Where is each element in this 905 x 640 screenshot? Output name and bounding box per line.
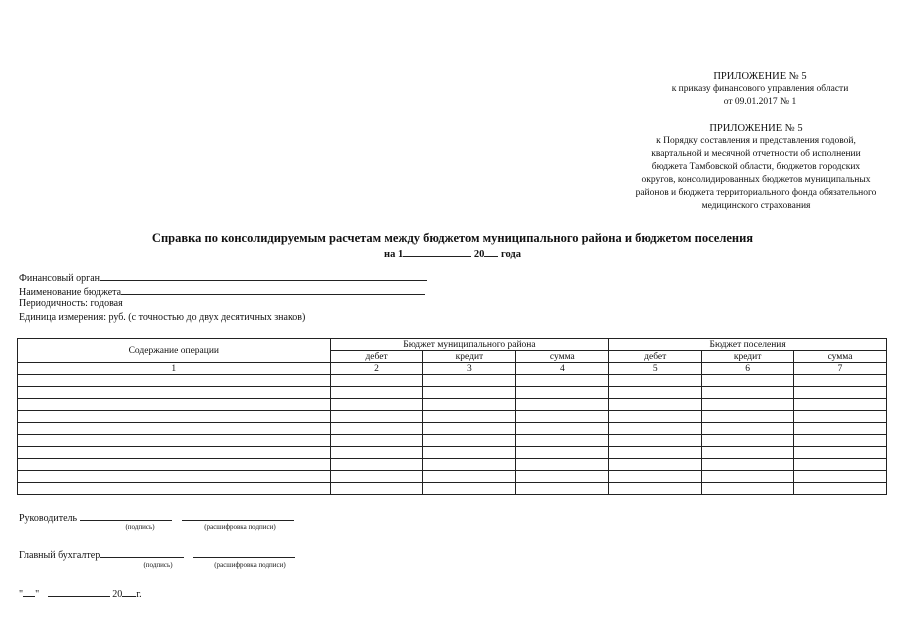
table-cell [516, 375, 609, 387]
table-row [18, 447, 887, 459]
field-label: Наименование бюджета [19, 287, 122, 298]
table-cell [609, 459, 702, 471]
table-cell [516, 447, 609, 459]
table-cell [516, 387, 609, 399]
table-cell [794, 447, 887, 459]
table-cell [702, 483, 794, 495]
subheader-sum: сумма [794, 351, 887, 363]
table-cell [794, 387, 887, 399]
field-blank [121, 284, 425, 295]
appendix-line: от 09.01.2017 № 1 [723, 97, 797, 107]
table-cell [423, 375, 516, 387]
table-cell [423, 483, 516, 495]
table-row [18, 375, 887, 387]
table-cell [702, 435, 794, 447]
date-blank [403, 246, 471, 257]
table-row [18, 471, 887, 483]
field-budget-name [19, 284, 425, 298]
date-suffix: года [500, 249, 521, 260]
signature-caption: (подпись) [125, 523, 155, 531]
table-cell [423, 447, 516, 459]
year-blank [122, 586, 136, 597]
signature-chief-accountant [19, 547, 295, 561]
table-cell [702, 447, 794, 459]
table-cell [794, 423, 887, 435]
appendix-line: медицинского страхования [701, 201, 811, 211]
date-suffix: г. [136, 589, 142, 600]
signature-decode-blank [193, 547, 295, 558]
signature-head [19, 510, 294, 524]
table-cell [609, 387, 702, 399]
signature-label: Руководитель [19, 513, 78, 524]
table-cell [423, 459, 516, 471]
table-cell [609, 483, 702, 495]
table-cell [330, 423, 423, 435]
table-cell [609, 375, 702, 387]
table-cell [18, 447, 331, 459]
appendix-line: бюджета Тамбовской области, бюджетов городских [651, 162, 861, 172]
date-quote-open: " [19, 589, 24, 600]
document-date-line [0, 246, 905, 260]
date-prefix: на 1 [384, 249, 404, 260]
table-cell [18, 435, 331, 447]
field-unit: Единица измерения: руб. (с точностью до двух десятичных знаков) [19, 312, 306, 323]
table-cell [794, 435, 887, 447]
column-number: 2 [330, 363, 423, 375]
table-cell [330, 375, 423, 387]
table-cell [330, 435, 423, 447]
table-cell [516, 411, 609, 423]
operations-table [17, 338, 887, 495]
table-cell [423, 387, 516, 399]
appendix-heading: ПРИЛОЖЕНИЕ № 5 [709, 123, 803, 134]
group-header-settlement: Бюджет поселения [609, 339, 887, 351]
table-cell [18, 459, 331, 471]
signature-blank [80, 510, 172, 521]
column-number: 7 [794, 363, 887, 375]
signature-date [19, 586, 142, 600]
table-row [18, 459, 887, 471]
appendix-line: районов и бюджета территориального фонда обязательного [635, 188, 877, 198]
table-row [18, 435, 887, 447]
table-cell [330, 471, 423, 483]
table-cell [18, 387, 331, 399]
table-cell [516, 423, 609, 435]
date-year: 20 [112, 589, 123, 600]
table-row [18, 483, 887, 495]
table-cell [702, 471, 794, 483]
field-periodicity: Периодичность: годовая [19, 298, 123, 309]
table-body [18, 375, 887, 495]
table-number-row [18, 363, 887, 375]
table-cell [18, 375, 331, 387]
table-cell [702, 411, 794, 423]
table-cell [609, 399, 702, 411]
table-cell [702, 459, 794, 471]
appendix-line: к Порядку составления и представления годовой, [656, 136, 856, 146]
day-blank [23, 586, 35, 597]
table-cell [516, 459, 609, 471]
appendix-heading: ПРИЛОЖЕНИЕ № 5 [713, 71, 807, 82]
appendix-line: округов, консолидированных бюджетов муниципальных [641, 175, 871, 185]
decode-caption: (расшифровка подписи) [204, 523, 276, 531]
table-cell [609, 447, 702, 459]
table-row [18, 399, 887, 411]
appendix-line: квартальной и месячной отчетности об исполнении [651, 149, 861, 159]
col-operation-header: Содержание операции [18, 339, 331, 363]
table-row [18, 423, 887, 435]
table-cell [702, 375, 794, 387]
table-cell [330, 483, 423, 495]
table-cell [609, 471, 702, 483]
column-number: 5 [609, 363, 702, 375]
table-cell [516, 483, 609, 495]
subheader-debit: дебет [609, 351, 702, 363]
signature-blank [100, 547, 184, 558]
table-cell [18, 483, 331, 495]
field-label: Финансовый орган [19, 273, 101, 284]
table-cell [794, 459, 887, 471]
group-header-district: Бюджет муниципального района [330, 339, 609, 351]
table-header-row [18, 339, 887, 351]
table-cell [330, 387, 423, 399]
signature-label: Главный бухгалтер [19, 550, 101, 561]
column-number: 6 [702, 363, 794, 375]
year-prefix: 20 [473, 249, 485, 260]
column-number: 3 [423, 363, 516, 375]
table-cell [794, 483, 887, 495]
subheader-credit: кредит [423, 351, 516, 363]
decode-caption: (расшифровка подписи) [214, 561, 286, 569]
document-title: Справка по консолидируемым расчетам между бюджетом муниципального района и бюджетом поселения [151, 231, 754, 245]
table-cell [423, 435, 516, 447]
table-cell [516, 399, 609, 411]
signature-decode-blank [182, 510, 294, 521]
table-cell [702, 387, 794, 399]
column-number: 1 [18, 363, 331, 375]
table-cell [18, 399, 331, 411]
table-cell [516, 471, 609, 483]
table-cell [330, 447, 423, 459]
table-row [18, 411, 887, 423]
field-blank [100, 270, 427, 281]
table-cell [423, 423, 516, 435]
subheader-sum: сумма [516, 351, 609, 363]
table-cell [794, 471, 887, 483]
column-number: 4 [516, 363, 609, 375]
table-cell [609, 435, 702, 447]
table-row [18, 387, 887, 399]
subheader-debit: дебет [330, 351, 423, 363]
appendix-line: к приказу финансового управления области [671, 84, 849, 94]
subheader-credit: кредит [702, 351, 794, 363]
table-cell [516, 435, 609, 447]
table-cell [330, 459, 423, 471]
table-cell [794, 399, 887, 411]
table-cell [702, 423, 794, 435]
appendix-block-order [630, 70, 890, 109]
table-cell [609, 411, 702, 423]
table-cell [423, 471, 516, 483]
year-blank [484, 246, 498, 257]
table-cell [330, 411, 423, 423]
table-cell [794, 375, 887, 387]
appendix-block-procedure [610, 122, 902, 213]
table-cell [702, 399, 794, 411]
signature-caption: (подпись) [143, 561, 173, 569]
table-cell [330, 399, 423, 411]
table-cell [609, 423, 702, 435]
table-cell [794, 411, 887, 423]
table-cell [423, 399, 516, 411]
table-cell [18, 471, 331, 483]
field-fin-organ [19, 270, 427, 284]
table-cell [18, 411, 331, 423]
table-cell [423, 411, 516, 423]
date-quote-close: " [35, 589, 40, 600]
table-cell [18, 423, 331, 435]
month-blank [48, 586, 110, 597]
